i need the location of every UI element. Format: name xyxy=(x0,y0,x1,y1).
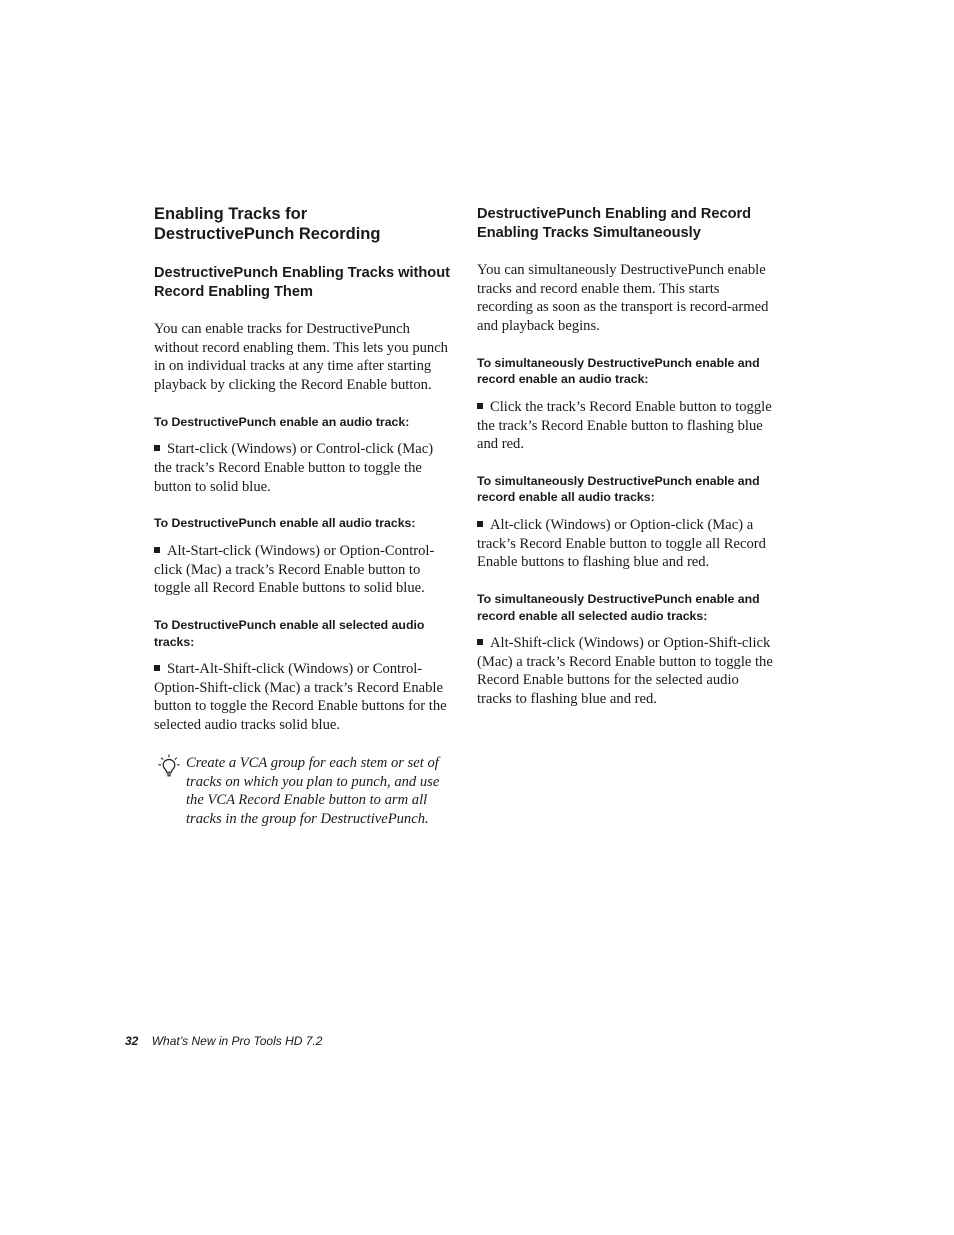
procedure-step-text: Start-Alt-Shift-click (Windows) or Control-Option-Shift-click (Mac) a track’s Record Enable button to toggle the Record Enable buttons for the selected audio tracks solid blue. xyxy=(154,661,447,734)
bullet-icon xyxy=(477,403,483,409)
tip-note xyxy=(154,754,450,829)
procedure-heading: To DestructivePunch enable an audio track: xyxy=(154,414,410,429)
intro-paragraph-left: You can enable tracks for DestructivePunch without record enabling them. This lets you punch in on individual tracks at any time after starting playback by clicking the Record Enable button. xyxy=(154,321,448,394)
bullet-icon xyxy=(154,665,160,671)
intro-paragraph-right: You can simultaneously DestructivePunch enable tracks and record enable them. This starts recording as soon as the transport is record-armed and playback begins. xyxy=(477,262,769,335)
page-number: 32 xyxy=(125,1034,139,1048)
procedure-step-text: Start-click (Windows) or Control-click (Mac) the track’s Record Enable button to toggle the button to solid blue. xyxy=(154,441,434,495)
procedure-step xyxy=(477,634,773,709)
procedure-heading: To DestructivePunch enable all audio tracks: xyxy=(154,516,416,531)
bullet-icon xyxy=(154,445,160,451)
bullet-icon xyxy=(477,639,483,645)
procedure-heading: To simultaneously DestructivePunch enable and record enable all audio tracks: xyxy=(477,473,760,505)
subsection-title-right: DestructivePunch Enabling and Record Enabling Tracks Simultaneously xyxy=(477,206,752,241)
bullet-icon xyxy=(154,547,160,553)
tip-text: Create a VCA group for each stem or set of tracks on which you plan to punch, and use the VCA Record Enable button to arm all tracks in the group for DestructivePunch. xyxy=(186,754,440,827)
procedure-step xyxy=(154,440,450,496)
procedure-step-text: Click the track’s Record Enable button to toggle the track’s Record Enable button to flashing blue and red. xyxy=(477,398,772,453)
bullet-icon xyxy=(477,521,483,527)
procedure-heading: To simultaneously DestructivePunch enable and record enable an audio track: xyxy=(477,355,760,387)
procedure-heading: To simultaneously DestructivePunch enable and record enable all selected audio tracks: xyxy=(477,592,760,623)
right-column xyxy=(477,205,773,728)
left-column xyxy=(154,205,450,829)
subsection-title-left: DestructivePunch Enabling Tracks without Record Enabling Them xyxy=(154,265,450,300)
page-footer xyxy=(125,1034,322,1048)
procedure-step-text: Alt-click (Windows) or Option-click (Mac) a track’s Record Enable button to toggle all Record Enable buttons to flashing blue and red. xyxy=(477,516,766,571)
procedure-step xyxy=(477,398,773,454)
procedure-step xyxy=(154,660,450,735)
section-title: Enabling Tracks for DestructivePunch Recording xyxy=(154,205,381,243)
procedure-step xyxy=(154,542,450,598)
book-title: What’s New in Pro Tools HD 7.2 xyxy=(151,1034,323,1048)
procedure-step-text: Alt-Shift-click (Windows) or Option-Shift-click (Mac) a track’s Record Enable button to toggle the Record Enable buttons for the selected audio tracks to flashing blue and red. xyxy=(477,635,773,708)
lightbulb-icon xyxy=(158,754,180,778)
procedure-step xyxy=(477,516,773,572)
procedure-step-text: Alt-Start-click (Windows) or Option-Control-click (Mac) a track’s Record Enable button to toggle all Record Enable buttons to solid blue. xyxy=(154,542,435,597)
procedure-heading: To DestructivePunch enable all selected audio tracks: xyxy=(154,618,425,649)
